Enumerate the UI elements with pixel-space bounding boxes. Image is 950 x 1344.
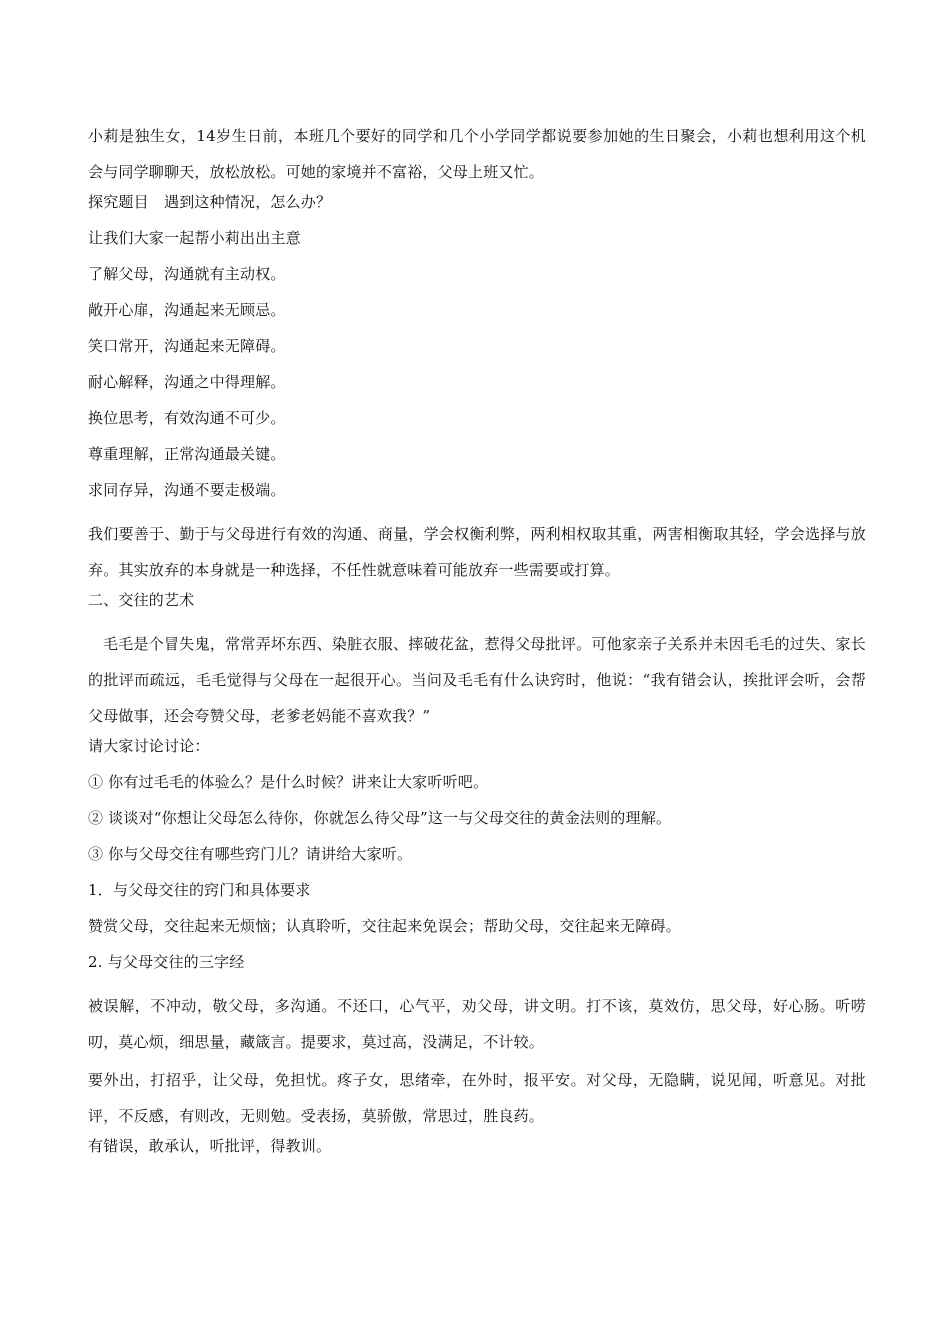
- list-item-question: ③ 你与父母交往有哪些窍门儿？请讲给大家听。: [88, 845, 413, 863]
- paragraph-communication-summary: 我们要善于、勤于与父母进行有效的沟通、商量，学会权衡利弊，两利相权取其重，两害相衡取其轻，学会选择与放弃。其实放弃的本身就是一种选择，不任性就意味着可能放弃一些需要或打算。: [88, 525, 866, 579]
- section-heading-art-of-interaction: 二、交往的艺术: [88, 591, 195, 609]
- paragraph-three-character-verse: 被误解，不冲动，敬父母，多沟通。不还口，心气平，劝父母，讲文明。打不该，莫效仿，思父母，好心肠。听唠叨，莫心烦，细思量，藏箴言。提要求，莫过高，没满足，不计较。: [88, 997, 866, 1051]
- document-page: [88, 118, 866, 1172]
- paragraph-inquiry-topic: 探究题目 遇到这种情况，怎么办？: [88, 193, 332, 211]
- list-item-tip: 敞开心扉，沟通起来无顾忌。: [88, 301, 286, 319]
- list-item-tip: 耐心解释，沟通之中得理解。: [88, 373, 286, 391]
- list-item-tip: 尊重理解，正常沟通最关键。: [88, 445, 286, 463]
- paragraph-maomao-story: 毛毛是个冒失鬼，常常弄坏东西、染脏衣服、摔破花盆，惹得父母批评。可他家亲子关系并未因毛毛的过失、家长的批评而疏远，毛毛觉得与父母在一起很开心。当问及毛毛有什么诀窍时，他说：“我有错会认，挨批评会听，会帮父母做事，还会夸赞父母，老爹老妈能不喜欢我？”: [88, 635, 866, 725]
- paragraph-three-character-verse: 要外出，打招乎，让父母，免担忧。疼子女，思绪牵，在外时，报平安。对父母，无隐瞒，说见闻，听意见。对批评，不反感，有则改，无则勉。受表扬，莫骄傲，常思过，胜良药。: [88, 1071, 866, 1125]
- subheading-tips-requirements: 1．与父母交往的窍门和具体要求: [88, 881, 311, 899]
- paragraph-xiaoli-story: 小莉是独生女，14岁生日前，本班几个要好的同学和几个小学同学都说要参加她的生日聚会，小莉也想利用这个机会与同学聊聊天，放松放松。可她的家境并不富裕，父母上班又忙。: [88, 127, 866, 181]
- list-item-question: ② 谈谈对“你想让父母怎么待你，你就怎么待父母”这一与父母交往的黄金法则的理解。: [88, 809, 672, 827]
- list-item-tip: 笑口常开，沟通起来无障碍。: [88, 337, 286, 355]
- subheading-three-character-classic: 2. 与父母交往的三字经: [88, 953, 245, 971]
- paragraph-discussion-prompt: 请大家讨论讨论：: [88, 737, 210, 755]
- paragraph-three-character-verse: 有错误，敢承认，听批评，得教训。: [88, 1137, 332, 1155]
- list-item-tip: 了解父母，沟通就有主动权。: [88, 265, 286, 283]
- paragraph-tips-detail: 赞赏父母，交往起来无烦恼；认真聆听，交往起来免误会；帮助父母，交往起来无障碍。: [88, 917, 681, 935]
- list-item-tip: 换位思考，有效沟通不可少。: [88, 409, 286, 427]
- list-item-question: ① 你有过毛毛的体验么？是什么时候？讲来让大家听听吧。: [88, 773, 489, 791]
- list-item-tip: 求同存异，沟通不要走极端。: [88, 481, 286, 499]
- paragraph-help-xiaoli: 让我们大家一起帮小莉出出主意: [88, 229, 301, 247]
